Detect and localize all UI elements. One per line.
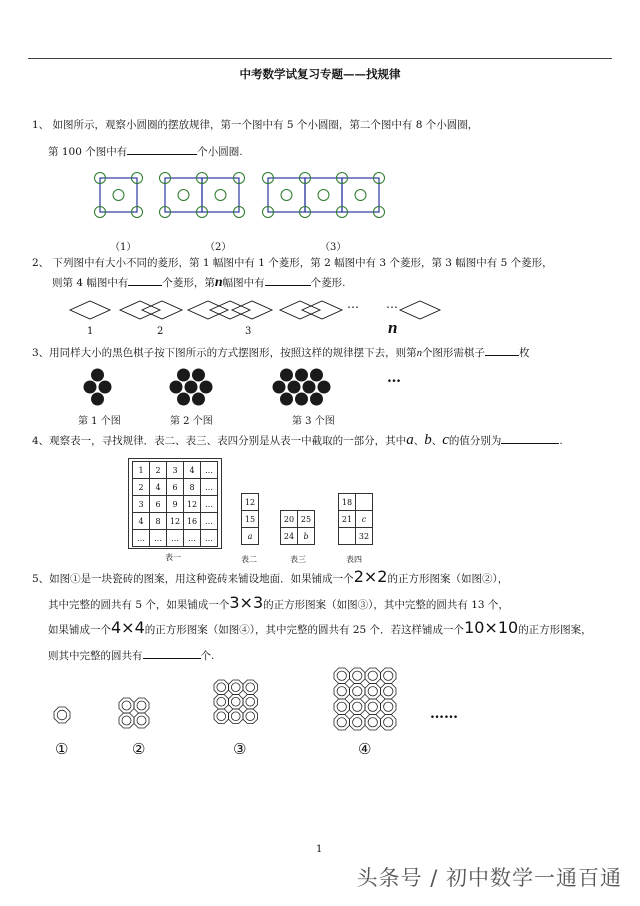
q3-chess-piece bbox=[318, 381, 331, 394]
q5-tile-octagon bbox=[334, 684, 350, 700]
table-4 bbox=[338, 493, 373, 545]
q5-tile-circle bbox=[353, 687, 362, 696]
q3-chess-piece bbox=[84, 381, 97, 394]
q3-n-symbol: n bbox=[416, 348, 422, 359]
q5-tile-circle bbox=[217, 697, 226, 706]
q3-chess-piece bbox=[170, 381, 183, 394]
q4-line1 bbox=[32, 432, 563, 448]
q1-line2-text: 第 100 个图中有 bbox=[48, 146, 128, 158]
q5-line4-b: 个. bbox=[200, 650, 215, 662]
q5-tile-octagon bbox=[381, 684, 397, 700]
q5-tile-octagon bbox=[350, 668, 366, 684]
q5-tile-octagon bbox=[243, 680, 258, 695]
table2-caption: 表二 bbox=[241, 555, 257, 564]
table1-cell: 4 bbox=[150, 479, 167, 496]
q5-tile-octagon bbox=[381, 715, 397, 731]
q5-tile-octagon bbox=[214, 709, 229, 724]
table1-cell: 2 bbox=[150, 462, 167, 479]
table4-cell: 32 bbox=[356, 528, 373, 545]
table4-row bbox=[339, 494, 373, 511]
q2-rhombus bbox=[210, 301, 250, 319]
q2-rhombus bbox=[70, 301, 110, 319]
table4-cell bbox=[356, 494, 373, 511]
watermark-text: 头条号 / 初中数学一通百通 bbox=[356, 866, 622, 890]
q5-line2-a: 其中完整的圆共有 5 个，如果铺成一个 bbox=[48, 599, 230, 611]
q5-tile-octagon bbox=[134, 713, 149, 728]
q4-var-c: c bbox=[442, 432, 449, 448]
table1-cell: 12 bbox=[167, 513, 184, 530]
q5-line2-b: 的正方形图案（如图③），其中完整的圆共有 13 个， bbox=[263, 599, 509, 611]
q2-answer-blank-2[interactable] bbox=[265, 274, 311, 286]
q1-centre-circle bbox=[355, 190, 366, 201]
q4-sep-1: 、 bbox=[413, 435, 425, 447]
q5-line1 bbox=[32, 567, 509, 586]
q1-square bbox=[268, 178, 305, 212]
table1-cell: … bbox=[201, 513, 218, 530]
q5-tile-circle bbox=[384, 718, 393, 727]
q2-label-n: n bbox=[388, 318, 398, 337]
q5-tile-circle bbox=[353, 718, 362, 727]
q3-chess-figures bbox=[0, 360, 640, 410]
q5-tile-octagon bbox=[243, 695, 258, 710]
table3-caption: 表三 bbox=[290, 555, 306, 564]
table2-cell: 12 bbox=[242, 494, 259, 511]
q1-square bbox=[202, 178, 239, 212]
q5-tile-octagon bbox=[381, 668, 397, 684]
q3-chess-piece bbox=[280, 369, 293, 382]
q1-centre-circle bbox=[178, 190, 189, 201]
q3-answer-blank[interactable] bbox=[485, 344, 519, 356]
q5-expr-3x3: 3×3 bbox=[229, 593, 264, 612]
q3-label-2: 第 2 个图 bbox=[170, 416, 213, 427]
table2-row bbox=[242, 511, 259, 528]
q5-tile-circle bbox=[246, 683, 255, 692]
q2-line1: 2、 下列图中有大小不同的菱形，第 1 幅图中有 1 个菱形，第 2 幅图中有 3 个菱形，第 3 幅图中有 5 个菱形， bbox=[32, 257, 553, 269]
table1-cell: … bbox=[201, 530, 218, 547]
q2-label-3: 3 bbox=[245, 326, 252, 337]
table1-cell: 6 bbox=[150, 496, 167, 513]
table4-row bbox=[339, 528, 373, 545]
q3-line1-a: 3、用同样大小的黑色棋子按下图所示的方式摆图形，按照这样的规律摆下去，则第 bbox=[32, 347, 417, 359]
q1-line1: 1、 如图所示，观察小圆圈的摆放规律，第一个图中有 5 个小圆圈，第二个图中有 8 个小圆圈， bbox=[32, 119, 479, 131]
q5-line1-a: 5、如图①是一块瓷砖的图案，用这种瓷砖来铺设地面．如果铺成一个 bbox=[32, 573, 354, 585]
table3-cell: 20 bbox=[281, 511, 298, 528]
q3-chess-piece bbox=[99, 381, 112, 394]
q1-line2 bbox=[48, 143, 243, 159]
table1-cell: … bbox=[201, 462, 218, 479]
q5-tile-circle bbox=[368, 671, 377, 680]
q2-ellipsis-1: … bbox=[347, 297, 359, 311]
q3-chess-piece bbox=[177, 369, 190, 382]
q5-tile-circle bbox=[122, 701, 131, 710]
q1-centre-circle bbox=[113, 190, 124, 201]
q2-rhombus-figures bbox=[0, 296, 640, 326]
q5-tile-octagon bbox=[214, 680, 229, 695]
q4-sep-2: 、 bbox=[431, 435, 443, 447]
q5-tile-circle bbox=[122, 716, 131, 725]
q5-label-1: ① bbox=[55, 740, 69, 758]
table1-caption: 表一 bbox=[165, 553, 181, 562]
q1-square bbox=[305, 178, 342, 212]
q5-tile-octagon bbox=[229, 709, 244, 724]
q5-tile-octagon bbox=[334, 699, 350, 715]
q5-tile-octagon bbox=[350, 699, 366, 715]
table1-cell: … bbox=[201, 496, 218, 513]
table1-row bbox=[133, 479, 218, 496]
q3-chess-piece bbox=[200, 381, 213, 394]
q3-line1-b: 个图形需棋子 bbox=[421, 347, 485, 359]
q2-line2-d: 个菱形. bbox=[310, 277, 346, 289]
table4-caption: 表四 bbox=[346, 555, 362, 564]
q5-tile-octagon bbox=[334, 715, 350, 731]
table4-row bbox=[339, 511, 373, 528]
q3-chess-piece bbox=[280, 393, 293, 406]
table1-cell: 8 bbox=[184, 479, 201, 496]
q1-label-1: （1） bbox=[110, 242, 137, 253]
q5-tile-circle bbox=[137, 716, 146, 725]
q5-tile-octagon bbox=[229, 695, 244, 710]
table3-cell: b bbox=[298, 528, 315, 545]
q2-line2-b: 个菱形，第 bbox=[162, 277, 215, 289]
table1-cell: 2 bbox=[133, 479, 150, 496]
q4-line1-b: 的值分别为 bbox=[448, 435, 502, 447]
q5-tile-circle bbox=[217, 683, 226, 692]
q2-label-2: 2 bbox=[157, 326, 164, 337]
q5-tile-octagon bbox=[119, 713, 134, 728]
q5-tile-octagon bbox=[229, 680, 244, 695]
q5-tile-octagon bbox=[365, 715, 381, 731]
q3-chess-piece bbox=[91, 393, 104, 406]
q3-chess-piece bbox=[91, 369, 104, 382]
q2-line2-c: 幅图中有 bbox=[222, 277, 265, 289]
table3-row bbox=[281, 528, 315, 545]
q3-chess-piece bbox=[295, 369, 308, 382]
table3-cell: 24 bbox=[281, 528, 298, 545]
page-title: 中考数学试复习专题——找规律 bbox=[239, 67, 401, 81]
q5-tile-octagon bbox=[214, 695, 229, 710]
q4-var-a: a bbox=[406, 432, 414, 448]
q5-tile-circle bbox=[353, 702, 362, 711]
q5-tile-circle bbox=[384, 702, 393, 711]
table4-cell: c bbox=[356, 511, 373, 528]
q2-line2 bbox=[52, 274, 346, 290]
q4-var-b: b bbox=[424, 432, 432, 448]
q4-line1-c: . bbox=[559, 435, 563, 447]
table-2 bbox=[241, 493, 259, 545]
q5-tile-circle bbox=[368, 687, 377, 696]
table1-cell: 16 bbox=[184, 513, 201, 530]
q5-tile-circle bbox=[368, 702, 377, 711]
q2-rhombus bbox=[142, 301, 182, 319]
q3-chess-piece bbox=[310, 393, 323, 406]
q5-tile-octagon bbox=[54, 707, 70, 723]
table1-cell: … bbox=[133, 530, 150, 547]
table1-cell: … bbox=[201, 479, 218, 496]
q5-tile-octagon bbox=[134, 698, 149, 713]
table2-cell: a bbox=[242, 528, 259, 545]
q5-tile-octagon bbox=[334, 668, 350, 684]
table1-row bbox=[133, 496, 218, 513]
table1-cell: 6 bbox=[167, 479, 184, 496]
q1-label-3: （3） bbox=[320, 242, 347, 253]
q5-tile-circle bbox=[231, 683, 240, 692]
q5-line1-b: 的正方形图案（如图②）， bbox=[387, 573, 509, 585]
q3-chess-piece bbox=[303, 381, 316, 394]
q5-label-4: ④ bbox=[358, 740, 372, 758]
table4-cell: 18 bbox=[339, 494, 356, 511]
table1-row bbox=[133, 462, 218, 479]
q3-chess-piece bbox=[288, 381, 301, 394]
q2-rhombus bbox=[280, 301, 320, 319]
q5-line3 bbox=[48, 618, 592, 637]
q5-tile-circle bbox=[246, 697, 255, 706]
q5-label-2: ② bbox=[132, 740, 146, 758]
q1-answer-blank[interactable] bbox=[127, 143, 197, 155]
table1-cell: 3 bbox=[133, 496, 150, 513]
q5-tile-circle bbox=[368, 718, 377, 727]
q1-circle-figures bbox=[0, 160, 640, 230]
q5-tile-octagon bbox=[381, 699, 397, 715]
q2-rhombus bbox=[400, 301, 440, 319]
q4-line1-a: 4、观察表一，寻找规律．表二、表三、表四分别是从表一中截取的一部分，其中 bbox=[32, 435, 407, 447]
q5-tile-circle bbox=[57, 710, 67, 720]
q2-n-symbol: n bbox=[214, 275, 223, 290]
q3-line1-c: 枚 bbox=[518, 347, 530, 359]
table3-cell: 25 bbox=[298, 511, 315, 528]
q3-label-3: 第 3 个图 bbox=[292, 416, 335, 427]
table1-cell: … bbox=[184, 530, 201, 547]
q1-square bbox=[342, 178, 379, 212]
q5-tile-figures bbox=[0, 660, 640, 740]
q2-label-1: 1 bbox=[87, 326, 94, 337]
q5-label-3: ③ bbox=[233, 740, 247, 758]
q5-expr-4x4: 4×4 bbox=[111, 618, 145, 637]
q1-centre-circle bbox=[215, 190, 226, 201]
q1-line2-tail: 个小圆圈. bbox=[197, 146, 243, 158]
q5-tile-circle bbox=[337, 671, 346, 680]
table-1 bbox=[132, 461, 218, 547]
q5-tile-octagon bbox=[350, 715, 366, 731]
q2-rhombus bbox=[120, 301, 160, 319]
q5-line3-b: 的正方形图案（如图④），其中完整的圆共有 25 个．若这样铺成一个 bbox=[144, 624, 465, 636]
q5-tile-circle bbox=[246, 712, 255, 721]
table1-cell: 8 bbox=[150, 513, 167, 530]
q3-label-1: 第 1 个图 bbox=[78, 416, 121, 427]
q3-chess-piece bbox=[192, 393, 205, 406]
table1-cell: 4 bbox=[133, 513, 150, 530]
table1-cell: 12 bbox=[184, 496, 201, 513]
table1-cell: … bbox=[150, 530, 167, 547]
table-3 bbox=[280, 510, 315, 545]
q3-chess-piece bbox=[185, 381, 198, 394]
q5-answer-blank[interactable] bbox=[143, 647, 201, 659]
table1-cell: 4 bbox=[184, 462, 201, 479]
q5-line4-a: 则其中完整的圆共有 bbox=[48, 650, 143, 662]
q1-label-2: （2） bbox=[205, 242, 232, 253]
table3-row bbox=[281, 511, 315, 528]
q5-tile-circle bbox=[137, 701, 146, 710]
table4-cell: 21 bbox=[339, 511, 356, 528]
q1-centre-circle bbox=[281, 190, 292, 201]
q5-tile-octagon bbox=[119, 698, 134, 713]
q5-tile-circle bbox=[337, 687, 346, 696]
q5-tile-octagon bbox=[350, 684, 366, 700]
q5-tile-octagon bbox=[365, 668, 381, 684]
table1-row bbox=[133, 513, 218, 530]
q3-chess-piece bbox=[192, 369, 205, 382]
q5-tile-circle bbox=[384, 687, 393, 696]
q3-ellipsis: … bbox=[387, 370, 401, 386]
q3-chess-piece bbox=[295, 393, 308, 406]
q5-tile-circle bbox=[231, 697, 240, 706]
q5-tile-circle bbox=[353, 671, 362, 680]
q1-square bbox=[100, 178, 137, 212]
q3-chess-piece bbox=[273, 381, 286, 394]
table2-row bbox=[242, 528, 259, 545]
q2-rhombus bbox=[232, 301, 272, 319]
q5-expr-10x10: 10×10 bbox=[464, 618, 519, 637]
q5-tile-circle bbox=[337, 718, 346, 727]
q1-centre-circle bbox=[318, 190, 329, 201]
q2-answer-blank-1[interactable] bbox=[128, 274, 162, 286]
q5-tile-circle bbox=[231, 712, 240, 721]
q3-chess-piece bbox=[177, 393, 190, 406]
q3-chess-piece bbox=[310, 369, 323, 382]
q5-expr-2x2: 2×2 bbox=[353, 567, 388, 586]
q2-rhombus bbox=[302, 301, 342, 319]
q5-line2 bbox=[48, 593, 509, 612]
q5-tile-circle bbox=[217, 712, 226, 721]
table2-cell: 15 bbox=[242, 511, 259, 528]
q5-ellipsis: …… bbox=[430, 706, 458, 722]
q5-tile-octagon bbox=[243, 709, 258, 724]
table1-cell: 1 bbox=[133, 462, 150, 479]
q5-tile-circle bbox=[337, 702, 346, 711]
table1-cell: … bbox=[167, 530, 184, 547]
table1-cell: 3 bbox=[167, 462, 184, 479]
q5-tile-octagon bbox=[365, 699, 381, 715]
q1-square bbox=[165, 178, 202, 212]
table1-cell: 9 bbox=[167, 496, 184, 513]
q5-line3-a: 如果铺成一个 bbox=[48, 624, 111, 636]
page-number: 1 bbox=[316, 844, 323, 855]
table2-row bbox=[242, 494, 259, 511]
q2-ellipsis-2: … bbox=[386, 297, 398, 311]
header-rule bbox=[28, 58, 612, 59]
q5-tile-circle bbox=[384, 671, 393, 680]
table1-row bbox=[133, 530, 218, 547]
table4-cell bbox=[339, 528, 356, 545]
q2-line2-a: 则第 4 幅图中有 bbox=[52, 277, 129, 289]
q5-tile-octagon bbox=[365, 684, 381, 700]
q3-line1 bbox=[32, 344, 529, 361]
q4-answer-blank[interactable] bbox=[501, 432, 559, 444]
q5-line3-c: 的正方形图案， bbox=[518, 624, 592, 636]
q2-rhombus bbox=[188, 301, 228, 319]
